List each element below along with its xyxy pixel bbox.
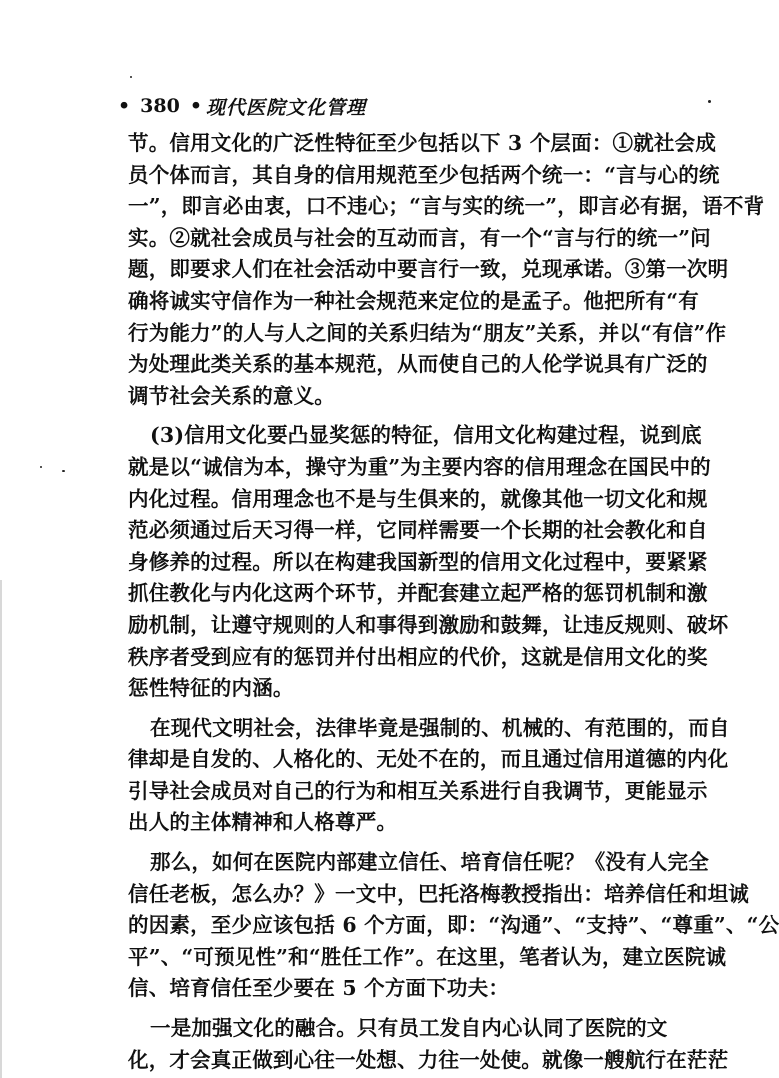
text-line: 内化过程。信用理念也不是与生俱来的，就像其他一切文化和规 [128,486,708,511]
text-line: 题，即要求人们在社会活动中要言行一致，兑现承诺。③第一次明 [128,257,729,282]
text-line: 出人的主体精神和人格尊严。 [128,810,398,835]
page-number: 380 [140,95,180,117]
scan-edge [0,580,2,1078]
text-line: 就是以“诚信为本，操守为重”为主要内容的信用理念在国民中的 [128,454,711,479]
text-line: 引导社会成员对自己的行为和相互关系进行自我调节，更能显示 [128,778,708,803]
text-line: 抓住教化与内化这两个环节，并配套建立起严格的惩罚机制和激 [128,581,708,606]
scan-speck [40,466,42,468]
paragraph-3 [128,713,730,839]
text-line: 励机制，让遵守规则的人和事得到激励和鼓舞，让违反规则、破坏 [128,612,729,637]
book-title: 现代医院文化管理 [205,96,366,119]
text-line: 调节社会关系的意义。 [128,383,335,408]
header-bullet-left: • [118,95,131,117]
text-line: 范必须通过后天习得一样，它同样需要一个长期的社会教化和自 [128,518,708,543]
body-text [128,128,779,1076]
text-line: 信任老板，怎么办？》一文中，巴托洛梅教授指出：培养信任和坦诚 [128,881,749,906]
scan-speck [708,100,711,103]
paragraph-1 [128,128,765,412]
text-line: 行为能力”的人与人之间的关系归结为“朋友”关系，并以“有信”作 [128,320,727,345]
text-line: 惩性特征的内涵。 [128,676,294,701]
scan-speck [130,76,132,78]
scan-speck [62,470,65,472]
text-line: 一”，即言必由衷，口不违心；“言与实的统一”，即言必有据，语不背 [128,194,765,219]
text-line: 确将诚实守信作为一种社会规范来定位的是孟子。他把所有“有 [128,288,699,313]
text-line: 员个体而言，其自身的信用规范至少包括两个统一：“言与心的统 [128,162,720,187]
text-line: 一是加强文化的融合。只有员工发自内心认同了医院的文 [150,1016,668,1041]
text-line: 身修养的过程。所以在构建我国新型的信用文化过程中，要紧紧 [128,549,708,574]
text-line: 在现代文明社会，法律毕竟是强制的、机械的、有范围的，而自 [150,715,730,740]
running-header [118,92,366,120]
text-line: 实。②就社会成员与社会的互动而言，有一个“言与行的统一”问 [128,225,711,250]
text-line: (3)信用文化要凸显奖惩的特征，信用文化构建过程，说到底 [150,423,702,448]
header-bullet-right: • [189,95,202,117]
text-line: 秩序者受到应有的惩罚并付出相应的代价，这就是信用文化的奖 [128,644,708,669]
text-line: 为处理此类关系的基本规范，从而使自己的人伦学说具有广泛的 [128,352,708,377]
paragraph-4 [128,847,779,1005]
paragraph-2 [128,420,729,704]
text-line: 节。信用文化的广泛性特征至少包括以下 3 个层面：①就社会成 [128,131,717,155]
text-line: 化，才会真正做到心往一处想、力往一处使。就像一艘航行在茫茫 [128,1047,729,1072]
text-line: 的因素，至少应该包括 6 个方面，即：“沟通”、“支持”、“尊重”、“公 [128,913,779,938]
text-line: 信、培育信任至少要在 5 个方面下功夫： [128,976,510,1001]
paragraph-5 [128,1013,729,1076]
text-line: 那么，如何在医院内部建立信任、培育信任呢？《没有人完全 [150,850,709,875]
text-line: 律却是自发的、人格化的、无处不在的，而且通过信用道德的内化 [128,747,729,772]
text-line: 平”、“可预见性”和“胜任工作”。在这里，笔者认为，建立医院诚 [128,944,727,969]
